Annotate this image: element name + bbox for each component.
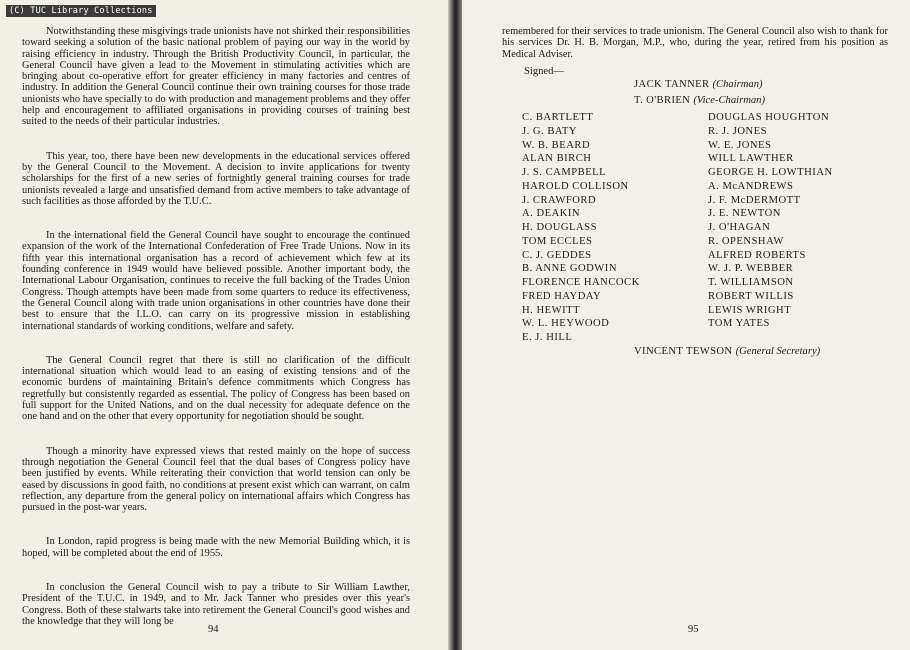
member-name: J. E. NEWTON [708,208,781,220]
paragraph-tribute: In conclusion the General Council wish to pay a tribute to Sir William Lawther, President of the T.U.C. in 1949, and to Mr. Jack Tanner who presides over this year's Congress. Both of these stalwarts take into retirement the General Council's good wishes and the knowledge that they will long be [22,581,410,627]
member-name: J. S. CAMPBELL [522,167,607,178]
member-name: ROBERT WILLIS [708,290,794,302]
member-name: DOUGLAS HOUGHTON [708,112,830,123]
member-name: W. B. BEARD [522,139,591,151]
vice-chairman-name: T. O'BRIEN [634,95,691,106]
secretary-role: (General Secretary) [735,346,821,357]
member-name: C. J. GEDDES [522,249,592,261]
members-column-left [522,112,640,346]
secretary-name: VINCENT TEWSON [634,346,733,357]
member-name: E. J. HILL [522,332,573,343]
member-name: J. CRAWFORD [522,194,597,206]
paragraph-international: In the international field the General Council have sought to encourage the continued expansion of the work of the International Confederation of Free Trade Unions. Now in its fifth year this international organisation has a record of achievement which few at its founding conference in 1949 would have believed possible. Another important body, the International Labour Organisation, continues to receive the full backing of the Trades Union Congress. Though attempts have been made from some quarters to reduce its effectiveness, the General Council along with trade union organisations in other countries have done their best to ensure that the I.L.O. can carry on its progressive mission in establishing international standards of working conditions, welfare and safety. [22,230,410,332]
member-name: W. L. HEYWOOD [522,318,610,330]
member-name: J. G. BATY [522,125,578,137]
member-name: A. McANDREWS [708,180,794,192]
vice-chairman-role: (Vice-Chairman) [693,95,765,106]
member-name: HAROLD COLLISON [522,180,629,192]
member-name: C. BARTLETT [522,112,594,123]
paragraph-memorial-building: In London, rapid progress is being made with the new Memorial Building which, it is hoped, will be completed about the end of 1955. [22,536,410,559]
paragraph-productivity: Notwithstanding these misgivings trade unionists have not shirked their responsibilities toward seeking a solution of the basic national problem of paying our way in the world by raising efficiency in industry. Through the British Productivity Council, in particular, the General Council have given a lead to the Movement in stimulating activities which are bringing about co-operative effort for greater efficiency in many factories and centres of industry. In addition the General Council continue their own training courses for those trade unionists who have specially to do with production and management problems and they offer help and encouragement to affiliated organisations in providing courses of training best suited to the needs of their particular industries. [22,26,410,128]
continuation-paragraph: remembered for their services to trade unionism. The General Council also wish to thank for his services Dr. H. B. Morgan, M.P., who, during the year, retired from his position as Medical Adviser. [502,26,888,60]
page-number-right: 95 [688,624,699,635]
member-name: FLORENCE HANCOCK [522,277,640,288]
member-name: A. DEAKIN [522,208,581,220]
member-name: FRED HAYDAY [522,290,602,302]
paragraph-defence: The General Council regret that there is still no clarification of the difficult international situation which would lead to an easing of existing tensions and of the economic burdens of maintaining Britain's defence commitments which Congress has regretfully but consistently regarded as essential. The policy of Congress has been based on full support for the United Nations, and on the dual necessity for adequate defence on the one hand and on the other that every opportunity for negotiation should be sought. [22,354,410,423]
right-page [462,0,910,650]
watermark: (C) TUC Library Collections [6,5,156,17]
chairman-role: (Chairman) [712,79,763,90]
chairman-name: JACK TANNER [634,79,710,90]
left-page-body [22,26,410,650]
member-name: W. E. JONES [708,139,772,151]
member-name: TOM YATES [708,318,770,330]
page-number-left: 94 [208,624,219,635]
paragraph-education: This year, too, there have been new developments in the educational services offered by the General Council to the Movement. A decision to invite applications for twenty scholarships for the first of a new series of fortnightly general training courses for trade unionists revealed a large and unsatisfied demand from active members to take advantage of such facilities as those afforded by the T.U.C. [22,150,410,207]
member-name: H. HEWITT [522,304,581,316]
members-column-right [708,112,833,332]
paragraph-minority: Though a minority have expressed views that rested mainly on the hope of success through negotiation the General Council feel that the dual bases of Congress policy have been justified by events. While reiterating their conviction that world tension can only be eased by discussions in good faith, no conditions at present exist which can warrant, on calm reflection, any departure from the general policy on international affairs which Congress has pursued in the post-war years. [22,445,410,514]
member-name: T. WILLIAMSON [708,277,794,288]
book-gutter [448,0,462,650]
member-name: TOM ECCLES [522,235,593,247]
member-name: J. O'HAGAN [708,222,771,233]
right-page-continuation [502,26,888,60]
member-name: WILL LAWTHER [708,153,794,165]
member-name: H. DOUGLASS [522,222,597,233]
member-name: ALFRED ROBERTS [708,249,806,261]
left-page [0,0,448,650]
member-name: R. OPENSHAW [708,235,784,247]
member-name: R. J. JONES [708,125,768,137]
member-name: LEWIS WRIGHT [708,304,792,316]
member-name: ALAN BIRCH [522,153,592,165]
member-name: B. ANNE GODWIN [522,263,617,275]
member-name: J. F. McDERMOTT [708,194,801,206]
secretary-signature [634,346,820,357]
chairman-signature [634,79,763,90]
member-name: W. J. P. WEBBER [708,263,794,275]
vice-chairman-signature [634,95,765,106]
signed-label: Signed— [524,66,565,77]
member-name: GEORGE H. LOWTHIAN [708,167,833,178]
